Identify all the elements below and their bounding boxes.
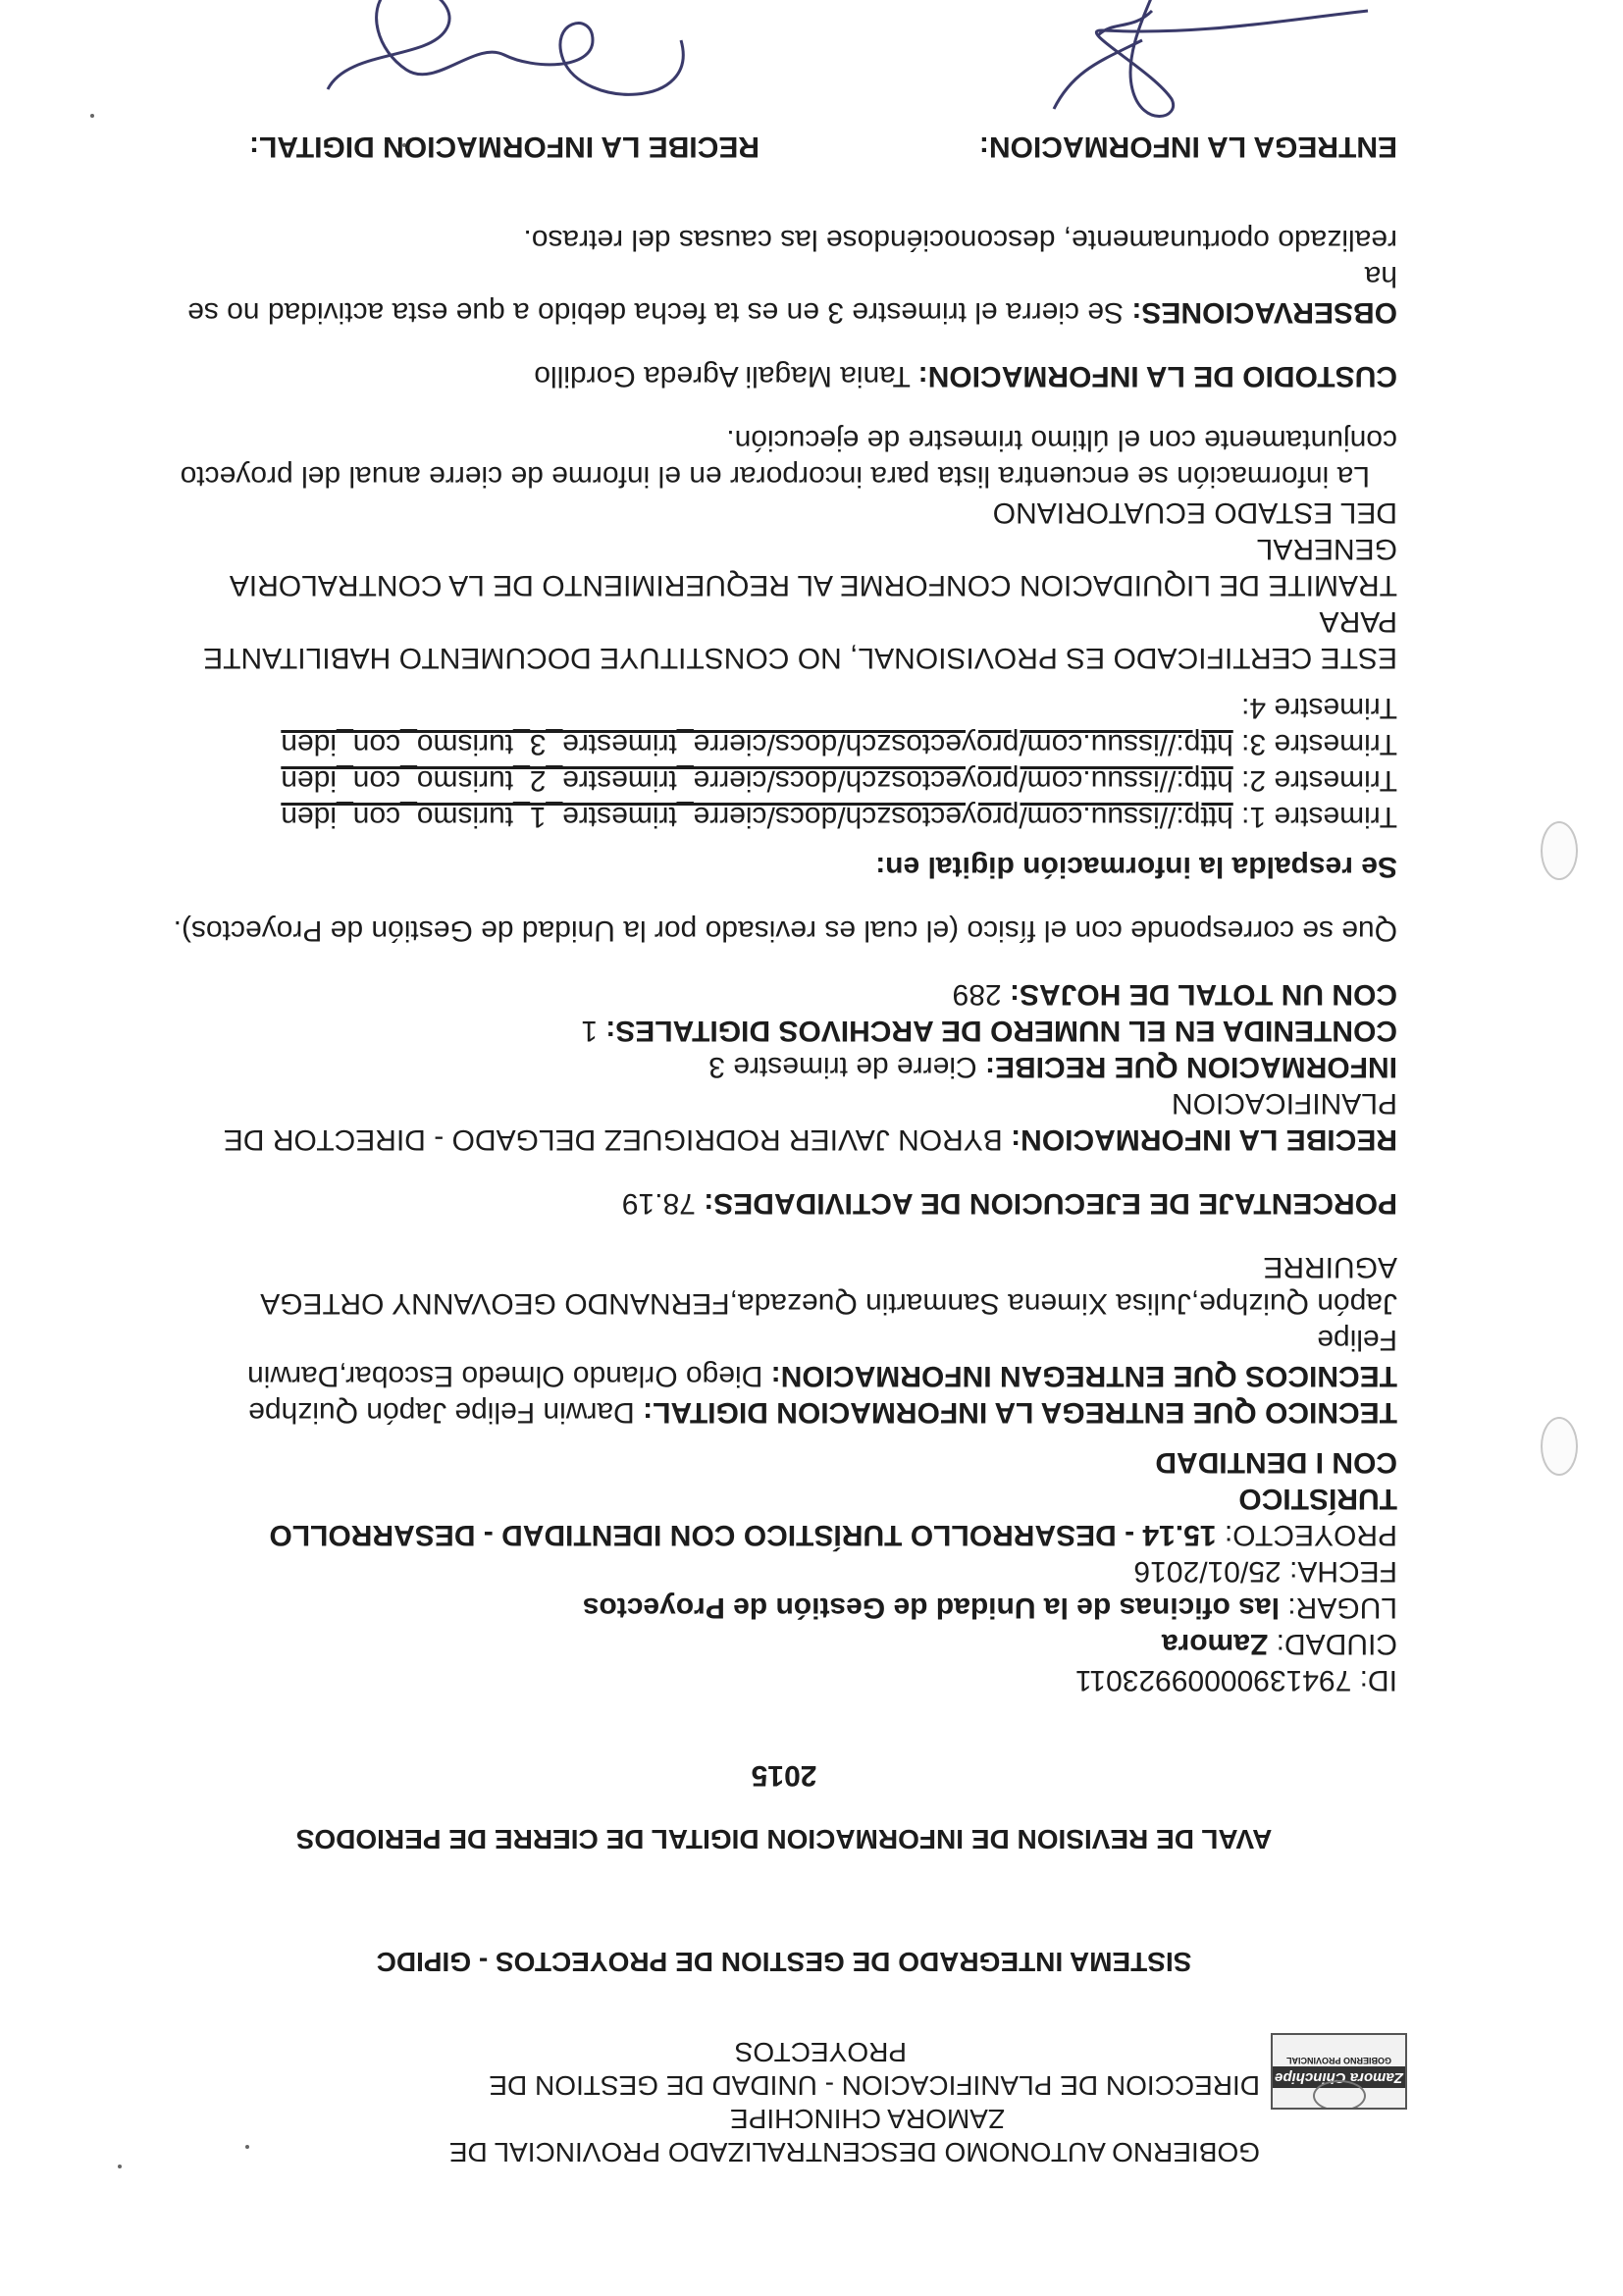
recibe-row xyxy=(171,1122,1397,1158)
trimestre-link[interactable]: http://issuu.com/proyectoszch/docs/cierre_trimestre_1_turismo_con_iden xyxy=(281,801,1233,833)
tecnico-value: Darwin Felipe Japón Quizhpe xyxy=(248,1396,635,1429)
hojas-row xyxy=(171,976,1397,1013)
info-lista-line-2: conjuntamente con el último trimestre de ejecución. xyxy=(726,424,1397,456)
logo-name: Zamora Chinchipe xyxy=(1273,2066,1405,2088)
fecha-value: 25/01/2016 xyxy=(1133,1555,1282,1588)
proyecto-label: PROYECTO: xyxy=(1224,1519,1397,1551)
trimestre-link[interactable]: http://issuu.com/proyectoszch/docs/cierre_trimestre_3_turismo_con_iden xyxy=(281,728,1233,760)
lugar-value: las oficinas de la Unidad de Gestión de Proyectos xyxy=(582,1592,1280,1624)
signature-recibe-area xyxy=(171,0,759,129)
tecnicos-value-1: Diego Orlando Olmedo Escobar,Darwin Felipe xyxy=(247,1324,1397,1392)
recibe-value-1: BYRON JAVIER RODRIGUEZ DELGADO - DIRECTOR DE xyxy=(223,1123,1003,1156)
trimestre-row xyxy=(171,799,1397,835)
fecha-label: FECHA: xyxy=(1288,1555,1397,1588)
hojas-label: CON UN TOTAL DE HOJAS: xyxy=(1009,978,1397,1011)
logo-emblem-icon xyxy=(1313,2080,1366,2110)
handwritten-signature xyxy=(210,0,759,129)
porcentaje-row xyxy=(171,1185,1397,1222)
info-recibe-label: INFORMACION QUE RECIBE: xyxy=(985,1051,1397,1083)
scan-speck xyxy=(90,114,94,118)
trimestre-row xyxy=(171,726,1397,762)
tecnico-label: TECNICO QUE ENTREGA LA INFORMACION DIGITAL: xyxy=(643,1396,1397,1429)
porcentaje-value: 78.19 xyxy=(621,1187,696,1220)
document-title: AVAL DE REVISION DE INFORMACION DIGITAL DE CIERRE DE PERIODOS xyxy=(295,1824,1273,1854)
archivos-row xyxy=(171,1013,1397,1049)
trimestre-label: Trimestre 4: xyxy=(1241,692,1397,724)
recibe-value-2: PLANIFICACION xyxy=(1171,1087,1397,1120)
custodio-value: Tania Magali Agreda Gordillo xyxy=(534,360,911,392)
recibe-label: RECIBE LA INFORMACION: xyxy=(1011,1123,1397,1156)
certificado-line-2: TRAMITE DE LIQUIDACION CONFORME AL REQUERIMIENTO DE LA CONTRALORIA GENERAL xyxy=(231,533,1397,601)
info-recibe-value: Cierre de trimestre 3 xyxy=(708,1051,977,1083)
info-lista-line-1: La información se encuentra lista para incorporar en el informe de cierre anual del proyecto xyxy=(180,460,1370,493)
observaciones-value-2: realizado oportunamente, desconociéndose las causas del retraso. xyxy=(523,224,1397,256)
header-line-4: PROYECTOS xyxy=(734,2037,907,2067)
custodio-row xyxy=(171,358,1397,394)
trimestre-row xyxy=(171,690,1397,726)
observaciones-label: OBSERVACIONES: xyxy=(1131,296,1397,329)
signature-section xyxy=(171,0,1397,165)
proyecto-value-1: 15.14 - DESARROLLO TURÍSTICO CON IDENTIDAD - DESARROLLO TURÍSTICO xyxy=(269,1483,1397,1551)
handwritten-signature xyxy=(887,0,1397,129)
punch-hole-top xyxy=(1541,1417,1578,1476)
proyecto-value-2: CON I DENTIDAD xyxy=(1155,1446,1397,1479)
header-line-1: GOBIERNO AUTONOMO DESCENTRALIZADO PROVINCIAL DE xyxy=(448,2137,1260,2167)
tecnicos-value-2: Japón Quizhpe,Julisa Ximena Sanmartin Quezada,FERNANDO GEOVANNY ORTEGA AGUIRRE xyxy=(261,1251,1397,1320)
hojas-value: 289 xyxy=(952,978,1002,1011)
signature-recibe xyxy=(171,0,779,165)
id-value: 79413900009923011 xyxy=(1074,1664,1352,1696)
system-title: SISTEMA INTEGRADO DE GESTION DE PROYECTOS - GIPIDC xyxy=(376,1947,1192,1977)
archivos-label: CONTENIDA EN EL NUMERO DE ARCHIVOS DIGITALES: xyxy=(605,1015,1397,1047)
trimestre-label: Trimestre 1: xyxy=(1241,801,1397,833)
logo xyxy=(1271,2033,1407,2110)
id-label: ID: xyxy=(1359,1664,1397,1696)
observaciones-value-1: Se cierra el trimestre 3 en es ta fecha debido a que esta actividad no se ha xyxy=(187,260,1397,329)
id-row xyxy=(171,1662,1397,1698)
archivos-value: 1 xyxy=(581,1015,598,1047)
info-recibe-row xyxy=(171,1049,1397,1085)
observaciones-row xyxy=(171,258,1397,331)
document-body xyxy=(171,0,1403,2168)
certificado-line-1: ESTE CERTIFICADO ES PROVISIONAL, NO CONSTITUYE DOCUMENTO HABILITANTE PARA xyxy=(203,605,1397,674)
proyecto-row xyxy=(171,1481,1397,1553)
signature-entrega-area xyxy=(809,0,1397,129)
tecnicos-label: TECNICOS QUE ENTREGAN INFORMACION: xyxy=(770,1360,1397,1392)
respaldo-title: Se respalda la información digital en: xyxy=(875,851,1397,883)
fecha-row xyxy=(171,1553,1397,1590)
header-line-3: DIRECCION DE PLANIFICACION - UNIDAD DE GESTION DE xyxy=(489,2070,1260,2101)
ciudad-row xyxy=(171,1626,1397,1662)
trimestre-label: Trimestre 3: xyxy=(1241,728,1397,760)
lugar-row xyxy=(171,1590,1397,1626)
punch-hole-bottom xyxy=(1541,821,1578,880)
lugar-label: LUGAR: xyxy=(1287,1592,1397,1624)
trimestre-row xyxy=(171,762,1397,799)
tecnicos-row xyxy=(171,1322,1397,1394)
custodio-label: CUSTODIO DE LA INFORMACION: xyxy=(917,360,1397,392)
scan-speck xyxy=(118,2165,122,2168)
recibe-digital-label: RECIBE LA INFORMACION DIGITAL: xyxy=(249,130,759,163)
ciudad-label: CIUDAD: xyxy=(1276,1628,1397,1660)
trimestre-link[interactable]: http://issuu.com/proyectoszch/docs/cierre_trimestre_2_turismo_con_iden xyxy=(281,764,1233,797)
header xyxy=(171,2035,1403,2168)
certificado-line-3: DEL ESTADO ECUATORIANO xyxy=(992,496,1397,529)
corresponde-text: Que se corresponde con el físico (el cual es revisado por la Unidad de Gestión de Proyectos). xyxy=(173,914,1397,947)
document-year: 2015 xyxy=(751,1759,817,1792)
signature-entrega xyxy=(809,0,1397,165)
trimestre-label: Trimestre 2: xyxy=(1241,764,1397,797)
entrega-label: ENTREGA LA INFORMACION: xyxy=(978,130,1397,163)
ciudad-value: Zamora xyxy=(1161,1628,1269,1660)
tecnico-row xyxy=(171,1394,1397,1431)
porcentaje-label: PORCENTAJE DE EJECUCION DE ACTIVIDADES: xyxy=(704,1187,1397,1220)
logo-subtitle: GOBIERNO PROVINCIAL xyxy=(1286,2056,1392,2065)
header-line-2: ZAMORA CHINCHIPE xyxy=(729,2104,1005,2134)
